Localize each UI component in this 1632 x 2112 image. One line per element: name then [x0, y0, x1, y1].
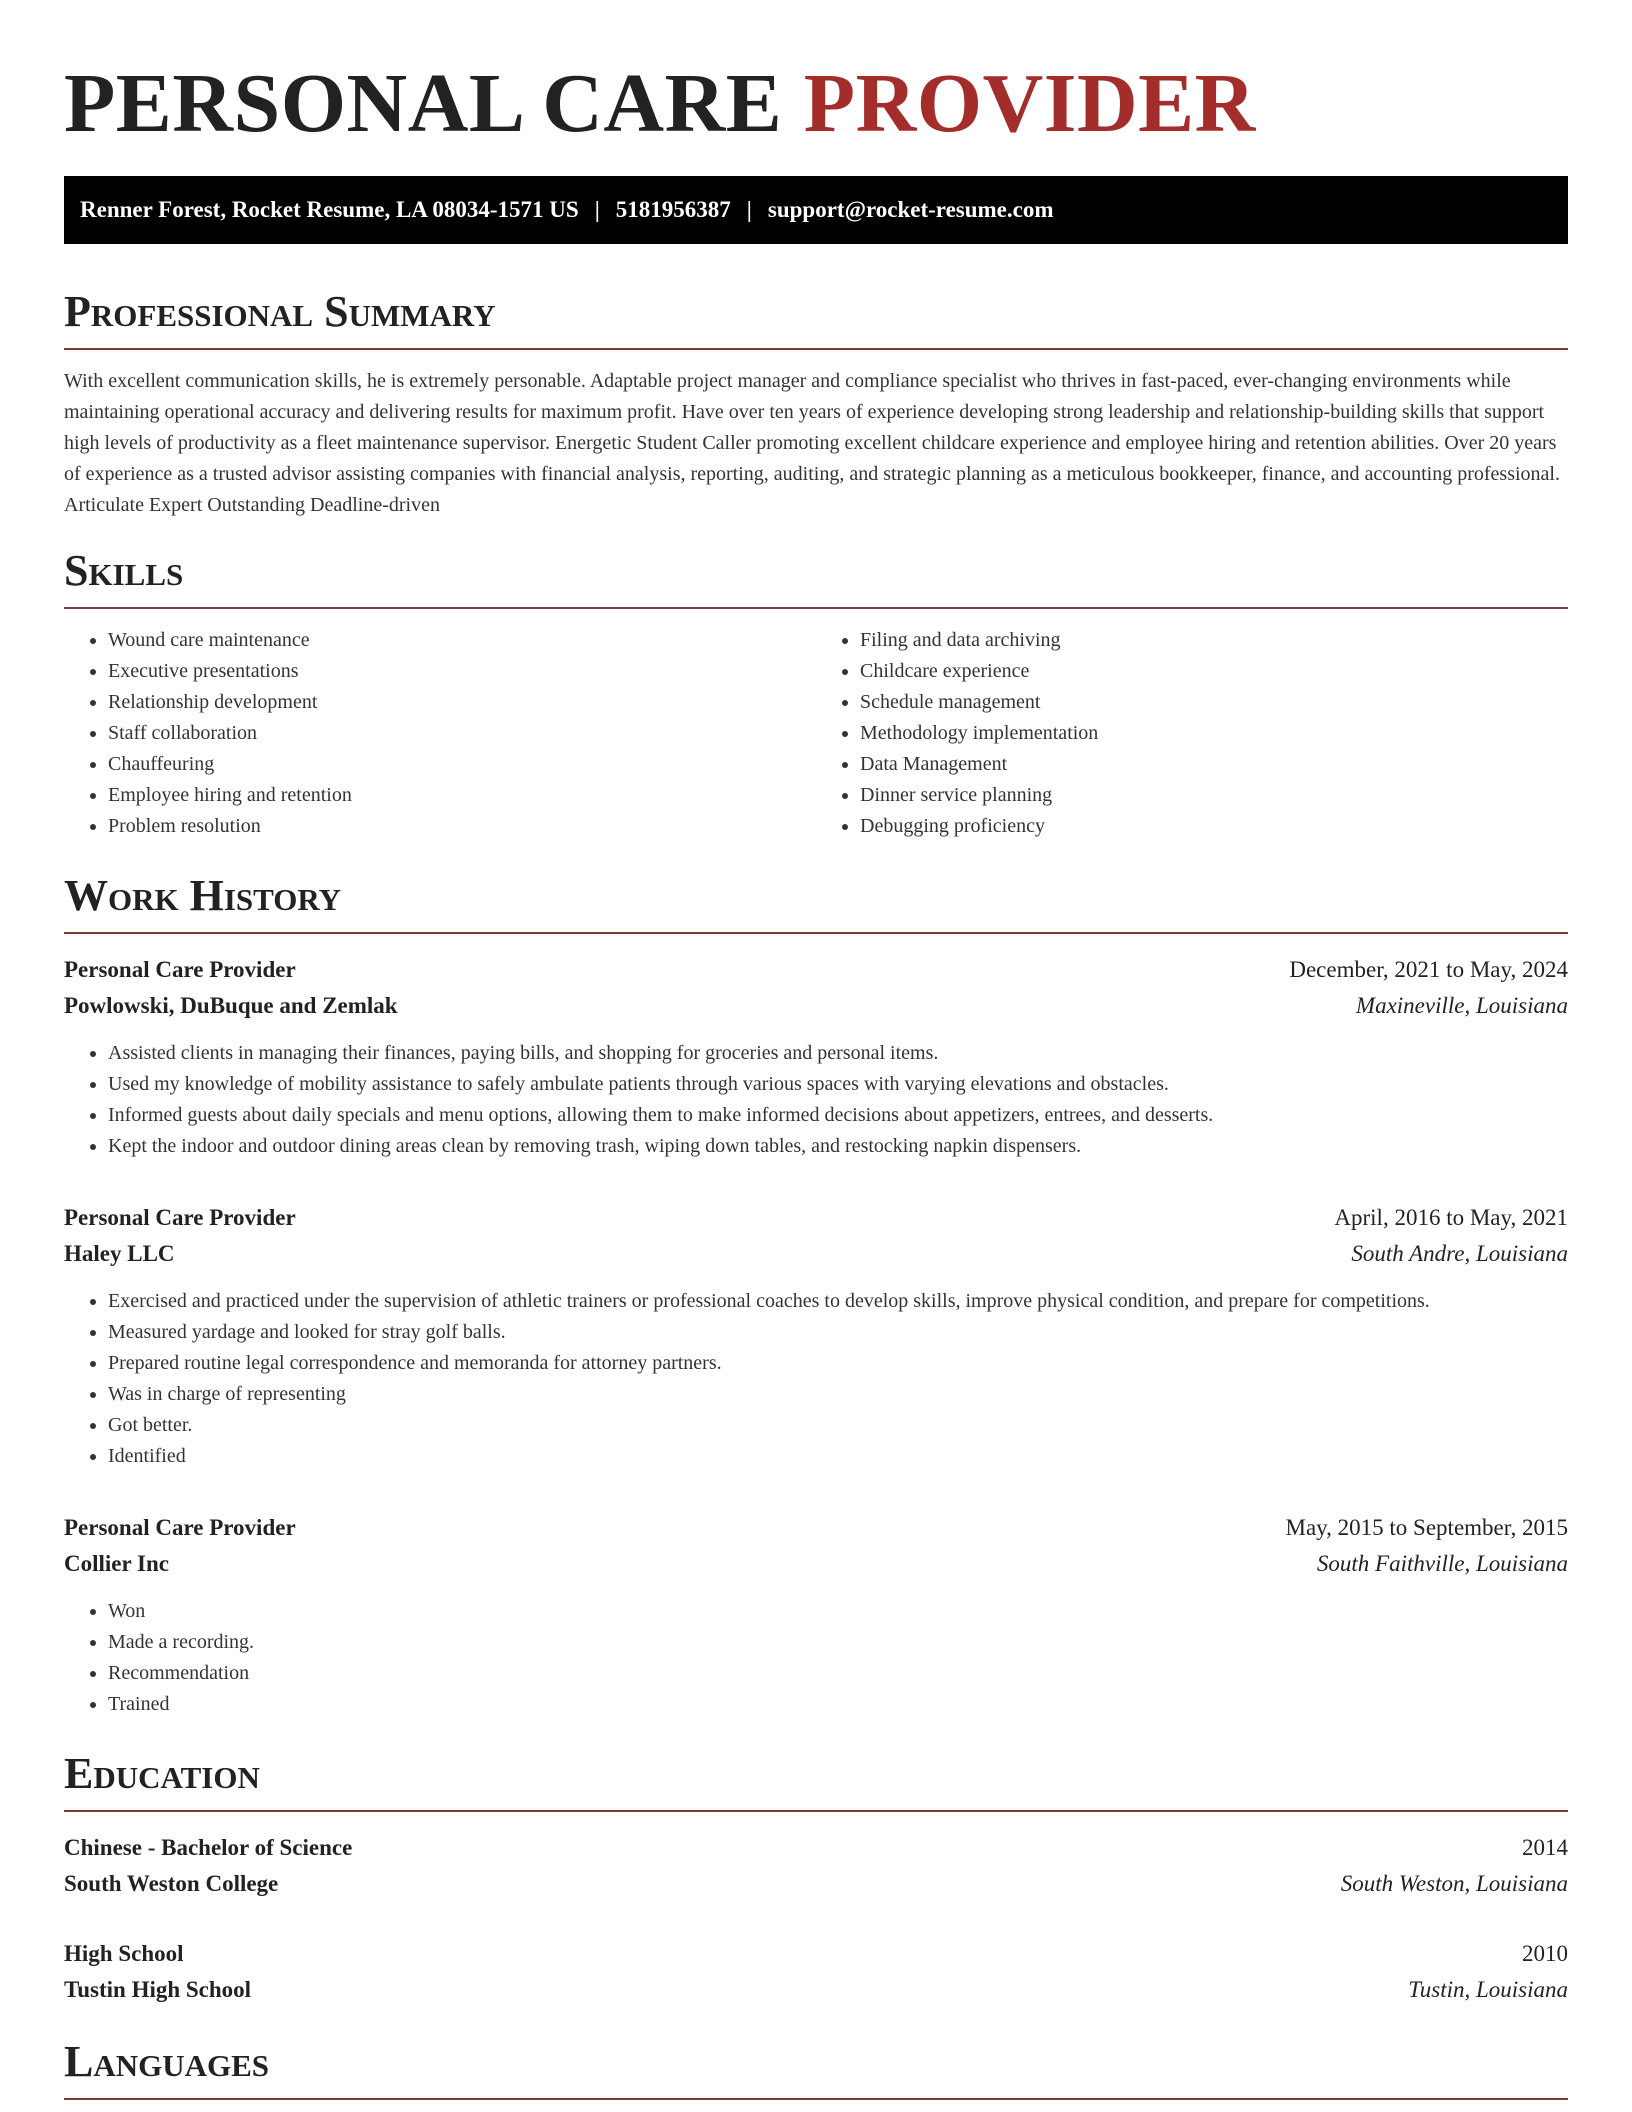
languages-section [64, 2038, 1568, 2100]
job-bullet: • Informed guests about daily specials and menu options, allowing them to make informed decisions about appetizers, entrees, and desserts. [108, 1100, 1568, 1131]
skill-item: • Problem resolution [108, 811, 816, 842]
skill-item: • Relationship development [108, 687, 816, 718]
job-location: South Andre, Louisiana [1351, 1241, 1568, 1266]
job-bullet: • Made a recording. [108, 1627, 1568, 1658]
work-history-heading: Work History [64, 872, 1568, 934]
skill-item: • Methodology implementation [860, 718, 1568, 749]
skill-item: • Employee hiring and retention [108, 780, 816, 811]
education-heading: Education [64, 1750, 1568, 1812]
job-dates: May, 2015 to September, 2015 [1285, 1515, 1568, 1540]
summary-text: With excellent communication skills, he is extremely personable. Adaptable project manager and compliance specialist who thrives in fast-paced, ever-changing environments while maintaining operational accuracy and delivering results for maximum profit. Have over ten years of experience developing strong leadership and relationship-building skills that support high levels of productivity as a fleet maintenance supervisor. Energetic Student Caller promoting excellent childcare experience and employee hiring and retention abilities. Over 20 years of experience as a trusted advisor assisting companies with financial analysis, reporting, auditing, and strategic planning as a meticulous bookkeeper, finance, and accounting professional. Articulate Expert Outstanding Deadline-driven [64, 370, 1560, 516]
languages-heading: Languages [64, 2038, 1568, 2100]
job-bullet: • Measured yardage and looked for stray golf balls. [108, 1317, 1568, 1348]
job-dates: April, 2016 to May, 2021 [1334, 1205, 1568, 1230]
job-bullets [64, 1286, 1568, 1472]
job-company: Collier Inc [64, 1551, 169, 1576]
job-location: South Faithville, Louisiana [1316, 1551, 1568, 1576]
job-entry [64, 1510, 1568, 1720]
job-company: Powlowski, DuBuque and Zemlak [64, 993, 398, 1018]
job-title: Personal Care Provider [64, 1205, 296, 1230]
job-bullet: • Won [108, 1596, 1568, 1627]
job-bullet: • Assisted clients in managing their finances, paying bills, and shopping for groceries and personal items. [108, 1038, 1568, 1069]
skill-item: • Executive presentations [108, 656, 816, 687]
job-bullet: • Exercised and practiced under the supervision of athletic trainers or professional coaches to develop skills, improve physical condition, and prepare for competitions. [108, 1286, 1568, 1317]
education-degree-row [64, 1936, 1568, 1972]
education-year: 2010 [1522, 1941, 1568, 1966]
job-bullet: • Used my knowledge of mobility assistance to safely ambulate patients through various spaces with varying elevations and obstacles. [108, 1069, 1568, 1100]
work-history-section [64, 872, 1568, 1720]
job-company-row [64, 1236, 1568, 1272]
contact-address: Renner Forest, Rocket Resume, LA 08034-1571 US [80, 197, 579, 222]
education-school: South Weston College [64, 1871, 279, 1896]
job-dates: December, 2021 to May, 2024 [1289, 957, 1568, 982]
summary-section [64, 288, 1568, 521]
skills-heading: Skills [64, 547, 1568, 609]
job-entry [64, 952, 1568, 1162]
job-title-row [64, 952, 1568, 988]
job-bullet: • Was in charge of representing [108, 1379, 1568, 1410]
education-location: Tustin, Louisiana [1408, 1977, 1568, 2002]
job-bullets [64, 1038, 1568, 1162]
skill-item: • Staff collaboration [108, 718, 816, 749]
education-degree: Chinese - Bachelor of Science [64, 1835, 353, 1860]
education-section [64, 1750, 1568, 2008]
skill-item: • Data Management [860, 749, 1568, 780]
skill-item: • Wound care maintenance [108, 625, 816, 656]
job-company-row [64, 1546, 1568, 1582]
job-company: Haley LLC [64, 1241, 175, 1266]
job-bullets [64, 1596, 1568, 1720]
skills-columns [64, 625, 1568, 842]
job-bullet: • Got better. [108, 1410, 1568, 1441]
job-bullet: • Recommendation [108, 1658, 1568, 1689]
title-plain: PERSONAL CARE [64, 57, 783, 150]
contact-separator: | [594, 197, 600, 222]
job-bullet: • Kept the indoor and outdoor dining areas clean by removing trash, wiping down tables, and restocking napkin dispensers. [108, 1131, 1568, 1162]
education-year: 2014 [1522, 1835, 1568, 1860]
education-degree-row [64, 1830, 1568, 1866]
job-title: Personal Care Provider [64, 1515, 296, 1540]
contact-bar [64, 176, 1568, 244]
skill-item: • Chauffeuring [108, 749, 816, 780]
education-entry [64, 1830, 1568, 1902]
job-entry [64, 1200, 1568, 1472]
skills-section [64, 547, 1568, 842]
skill-item: • Debugging proficiency [860, 811, 1568, 842]
skill-item: • Childcare experience [860, 656, 1568, 687]
skill-item: • Filing and data archiving [860, 625, 1568, 656]
job-company-row [64, 988, 1568, 1024]
education-school-row [64, 1972, 1568, 2008]
job-bullet: • Prepared routine legal correspondence and memoranda for attorney partners. [108, 1348, 1568, 1379]
education-location: South Weston, Louisiana [1340, 1871, 1568, 1896]
education-degree: High School [64, 1941, 184, 1966]
job-title: Personal Care Provider [64, 957, 296, 982]
education-school-row [64, 1866, 1568, 1902]
contact-email: support@rocket-resume.com [767, 197, 1054, 222]
job-bullet: • Identified [108, 1441, 1568, 1472]
education-entry [64, 1936, 1568, 2008]
skill-item: • Dinner service planning [860, 780, 1568, 811]
summary-heading: Professional Summary [64, 288, 1568, 350]
education-school: Tustin High School [64, 1977, 252, 2002]
title-accent: PROVIDER [803, 57, 1256, 150]
skill-item: • Schedule management [860, 687, 1568, 718]
resume-title [64, 56, 1568, 152]
contact-separator: | [746, 197, 752, 222]
job-bullet: • Trained [108, 1689, 1568, 1720]
job-title-row [64, 1200, 1568, 1236]
contact-phone: 5181956387 [615, 197, 731, 222]
skills-list-left [64, 625, 816, 842]
skills-list-right [816, 625, 1568, 842]
job-title-row [64, 1510, 1568, 1546]
job-location: Maxineville, Louisiana [1355, 993, 1568, 1018]
